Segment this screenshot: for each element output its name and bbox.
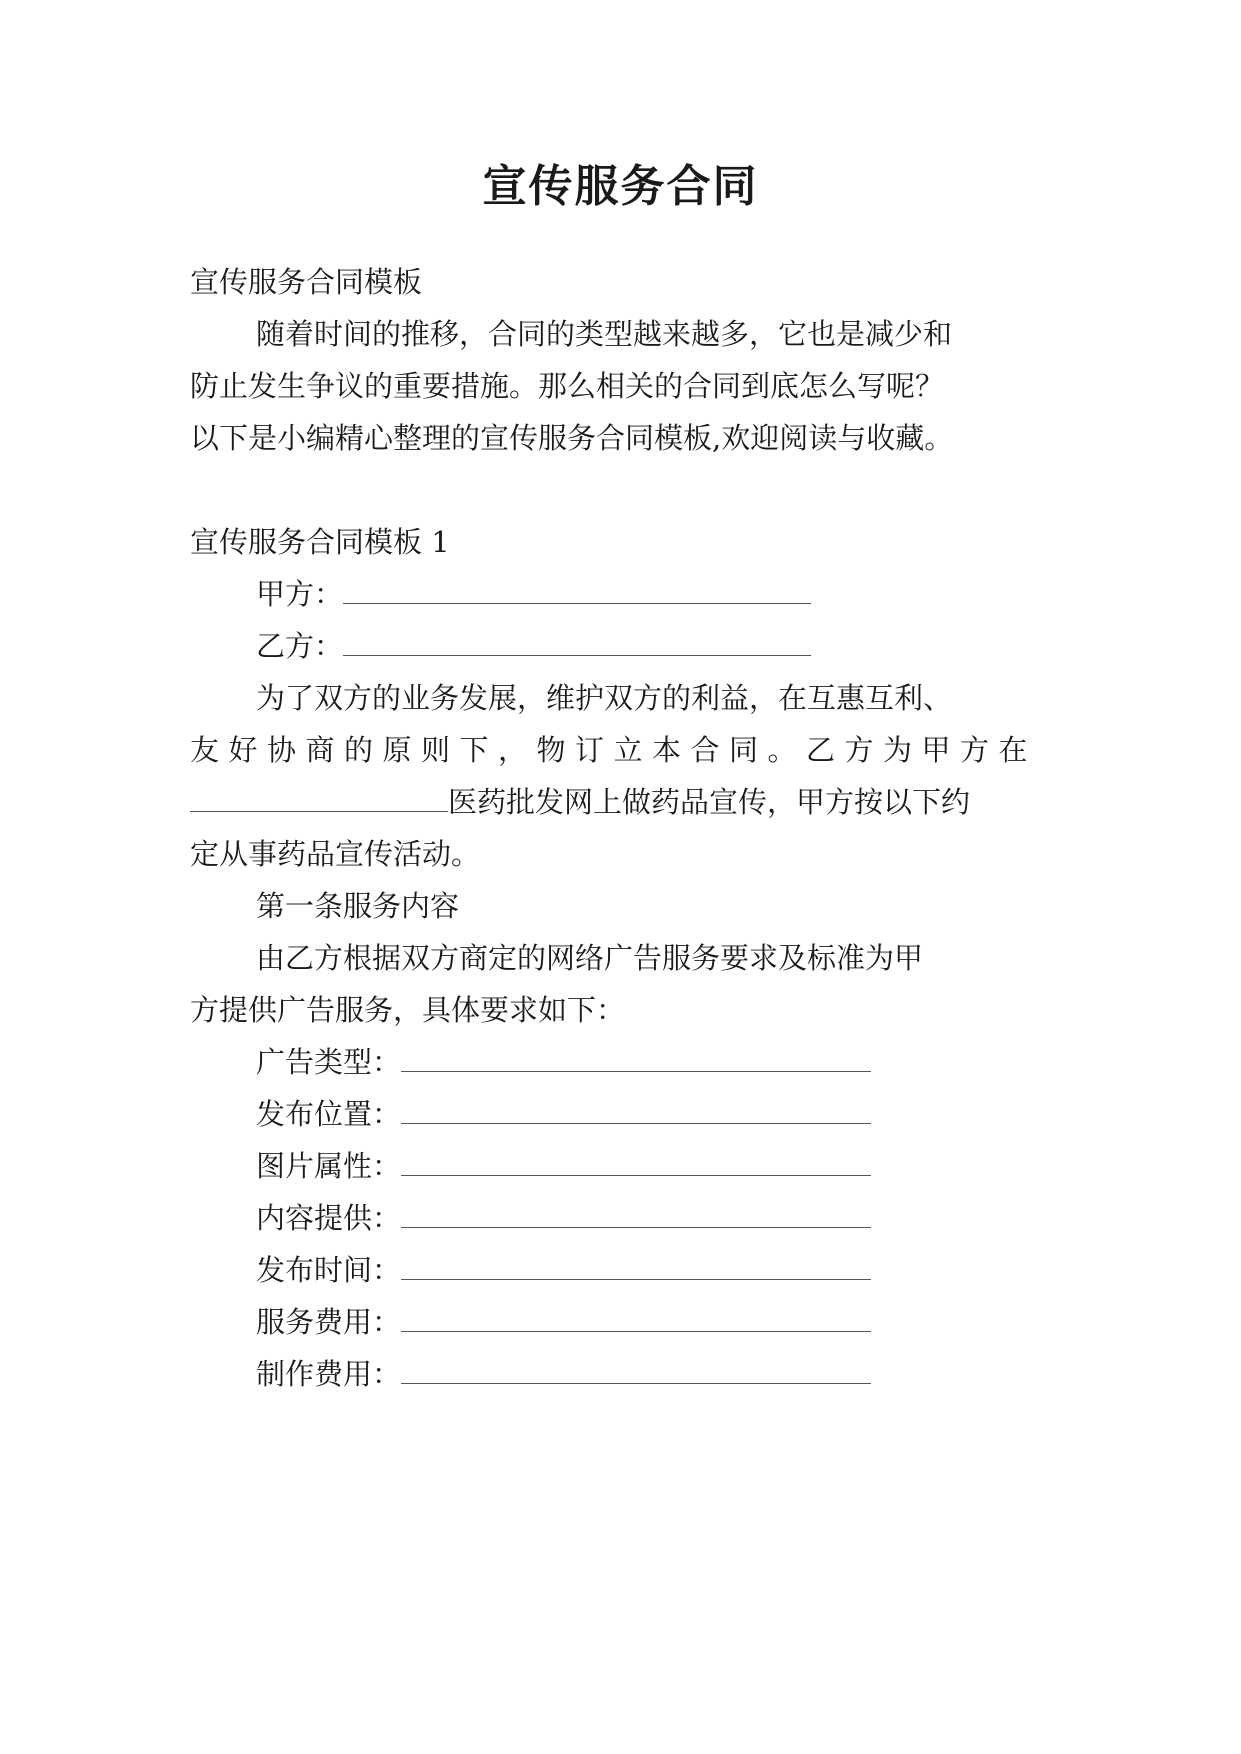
- template1-heading: 宣传服务合同模板 1: [190, 525, 450, 559]
- field-label-ad-type: 广告类型：: [256, 1045, 402, 1079]
- field-row-content: [256, 1198, 871, 1238]
- party-a-blank[interactable]: [343, 577, 811, 604]
- field-blank-image-attr[interactable]: [401, 1149, 871, 1176]
- party-a-row: [256, 574, 811, 614]
- field-label-image-attr: 图片属性：: [256, 1149, 402, 1183]
- intro-line-1: 随着时间的推移，合同的类型越来越多，它也是减少和: [256, 317, 953, 351]
- party-a-label: 甲方：: [256, 577, 344, 611]
- field-blank-content[interactable]: [401, 1201, 871, 1228]
- preamble-line-1: 为了双方的业务发展，维护双方的利益，在互惠互利、: [256, 681, 953, 715]
- intro-line-2: 防止发生争议的重要措施。那么相关的合同到底怎么写呢？: [190, 369, 945, 403]
- field-row-ad-type: [256, 1042, 871, 1082]
- document-title: 宣传服务合同: [482, 161, 759, 212]
- preamble-line-3-row: [190, 782, 970, 822]
- field-blank-ad-type[interactable]: [401, 1045, 871, 1072]
- article1-line-1: 由乙方根据双方商定的网络广告服务要求及标准为甲: [256, 941, 924, 975]
- party-b-row: [256, 626, 811, 666]
- preamble-line-2: 友好协商的原则下，物订立本合同。乙方为甲方在: [190, 733, 1038, 767]
- intro-line-3: 以下是小编精心整理的宣传服务合同模板,欢迎阅读与收藏。: [190, 421, 954, 455]
- field-blank-production-fee[interactable]: [401, 1357, 871, 1384]
- field-row-service-fee: [256, 1302, 871, 1342]
- preamble-blank[interactable]: [190, 785, 448, 812]
- preamble-line-4: 定从事药品宣传活动。: [190, 837, 481, 871]
- field-blank-position[interactable]: [401, 1097, 871, 1124]
- party-b-blank[interactable]: [343, 629, 811, 656]
- field-row-publish-time: [256, 1250, 871, 1290]
- field-label-content: 内容提供：: [256, 1201, 402, 1235]
- field-label-production-fee: 制作费用：: [256, 1357, 402, 1391]
- intro-heading: 宣传服务合同模板: [190, 265, 423, 299]
- field-blank-publish-time[interactable]: [401, 1253, 871, 1280]
- article1-line-2: 方提供广告服务，具体要求如下：: [190, 993, 626, 1027]
- party-b-label: 乙方：: [256, 629, 344, 663]
- field-row-image-attr: [256, 1146, 871, 1186]
- field-blank-service-fee[interactable]: [401, 1305, 871, 1332]
- preamble-line-3: 医药批发网上做药品宣传，甲方按以下约: [448, 785, 971, 819]
- field-label-position: 发布位置：: [256, 1097, 402, 1131]
- field-label-publish-time: 发布时间：: [256, 1253, 402, 1287]
- field-row-position: [256, 1094, 871, 1134]
- field-row-production-fee: [256, 1354, 871, 1394]
- article1-title: 第一条服务内容: [256, 889, 460, 923]
- field-label-service-fee: 服务费用：: [256, 1305, 402, 1339]
